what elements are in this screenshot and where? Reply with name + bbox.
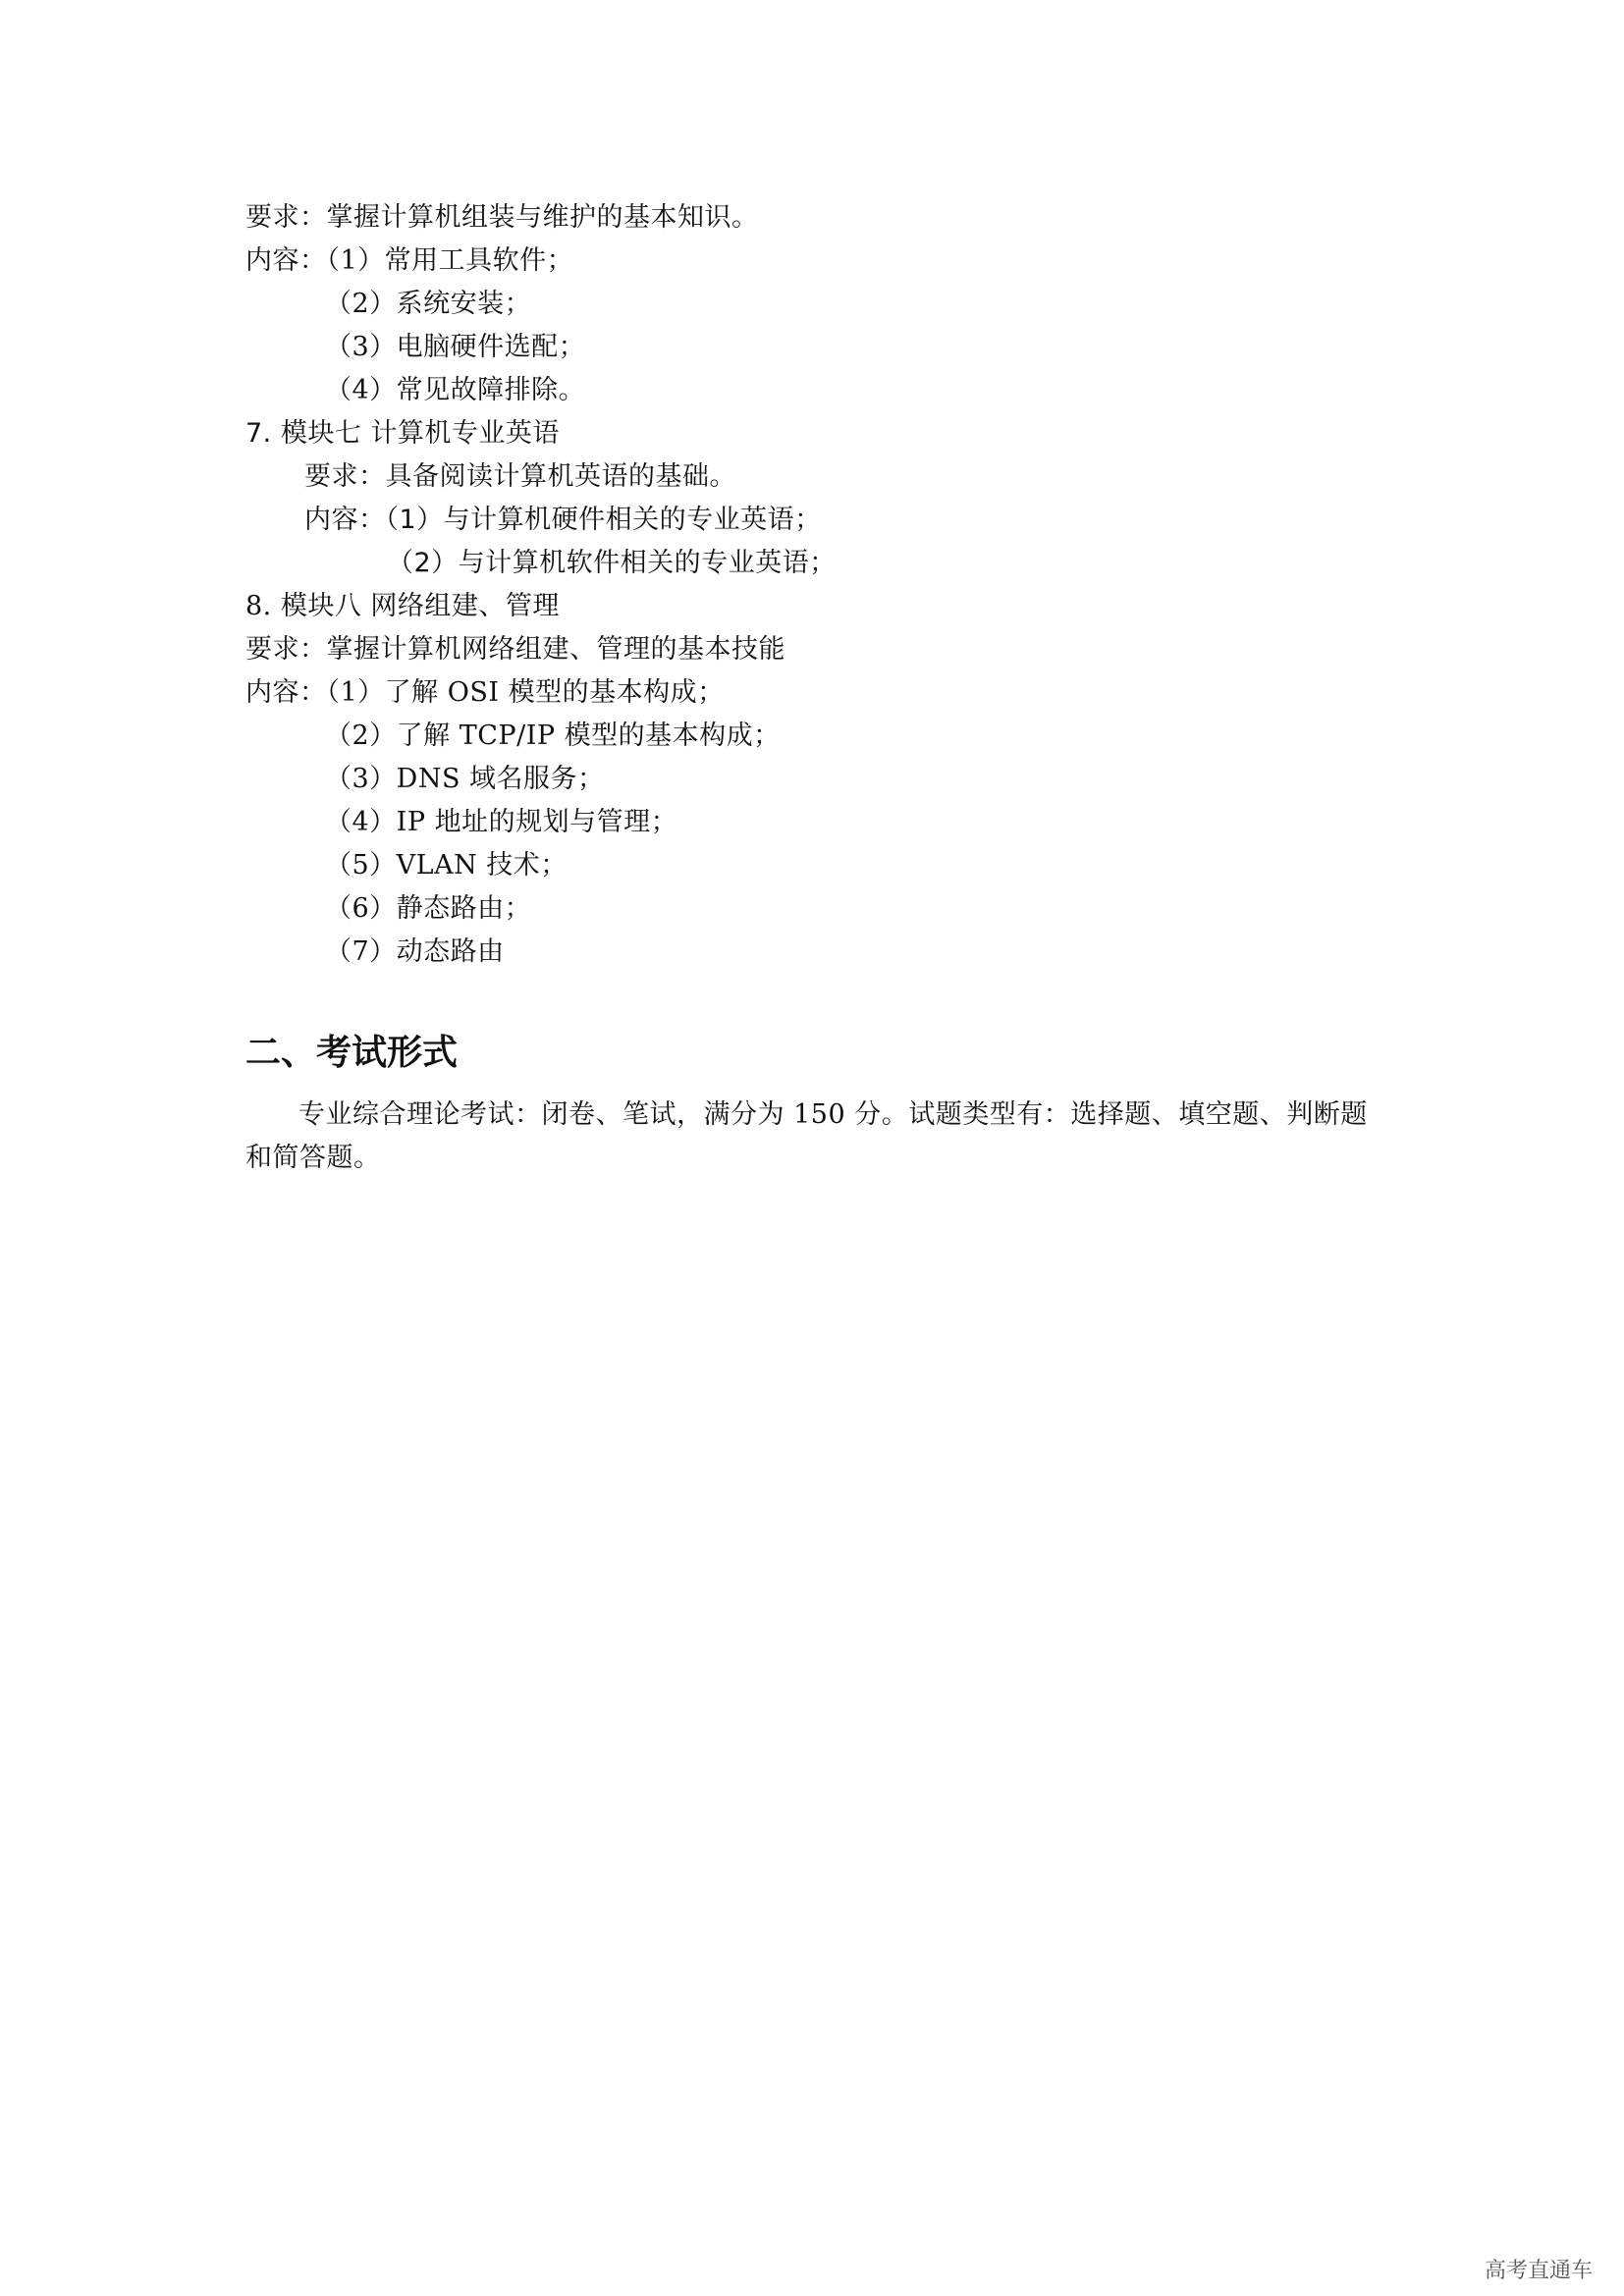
module7-title: 7. 模块七 计算机专业英语 [245,418,560,449]
module6-requirement: 要求：掌握计算机组装与维护的基本知识。 [245,202,759,233]
module7-requirement: 要求：具备阅读计算机英语的基础。 [304,461,736,492]
exam-format-paragraph: 专业综合理论考试：闭卷、笔试，满分为 150 分。试题类型有：选择题、填空题、判断题和简答题。 [245,1099,1368,1173]
module8-content-item-2: （2）了解 TCP/IP 模型的基本构成； [325,721,781,751]
module8-content-item-4: （4）IP 地址的规划与管理； [325,807,678,837]
module8-content-item-5: （5）VLAN 技术； [325,850,568,881]
module6-content-item-2: （2）系统安装； [325,289,532,319]
module7-content-item-2: （2）与计算机软件相关的专业英语； [387,548,837,578]
module8-title: 8. 模块八 网络组建、管理 [245,591,560,621]
module8-content-item-6: （6）静态路由； [325,893,532,924]
site-watermark: 高考直通车 [1485,2259,1594,2283]
module7-content-item-1: 内容：（1）与计算机硬件相关的专业英语； [304,505,822,535]
module8-requirement: 要求：掌握计算机网络组建、管理的基本技能 [245,634,785,665]
module6-content-item-1: 内容：（1）常用工具软件； [245,245,574,276]
section-heading-exam-format: 二、考试形式 [245,1033,459,1073]
module6-content-item-3: （3）电脑硬件选配； [325,332,586,362]
module8-content-item-3: （3）DNS 域名服务； [325,764,605,794]
module6-content-item-4: （4）常见故障排除。 [325,375,586,405]
module8-content-item-1: 内容：（1）了解 OSI 模型的基本构成； [245,677,725,708]
module8-content-item-7: （7）动态路由 [325,936,505,967]
